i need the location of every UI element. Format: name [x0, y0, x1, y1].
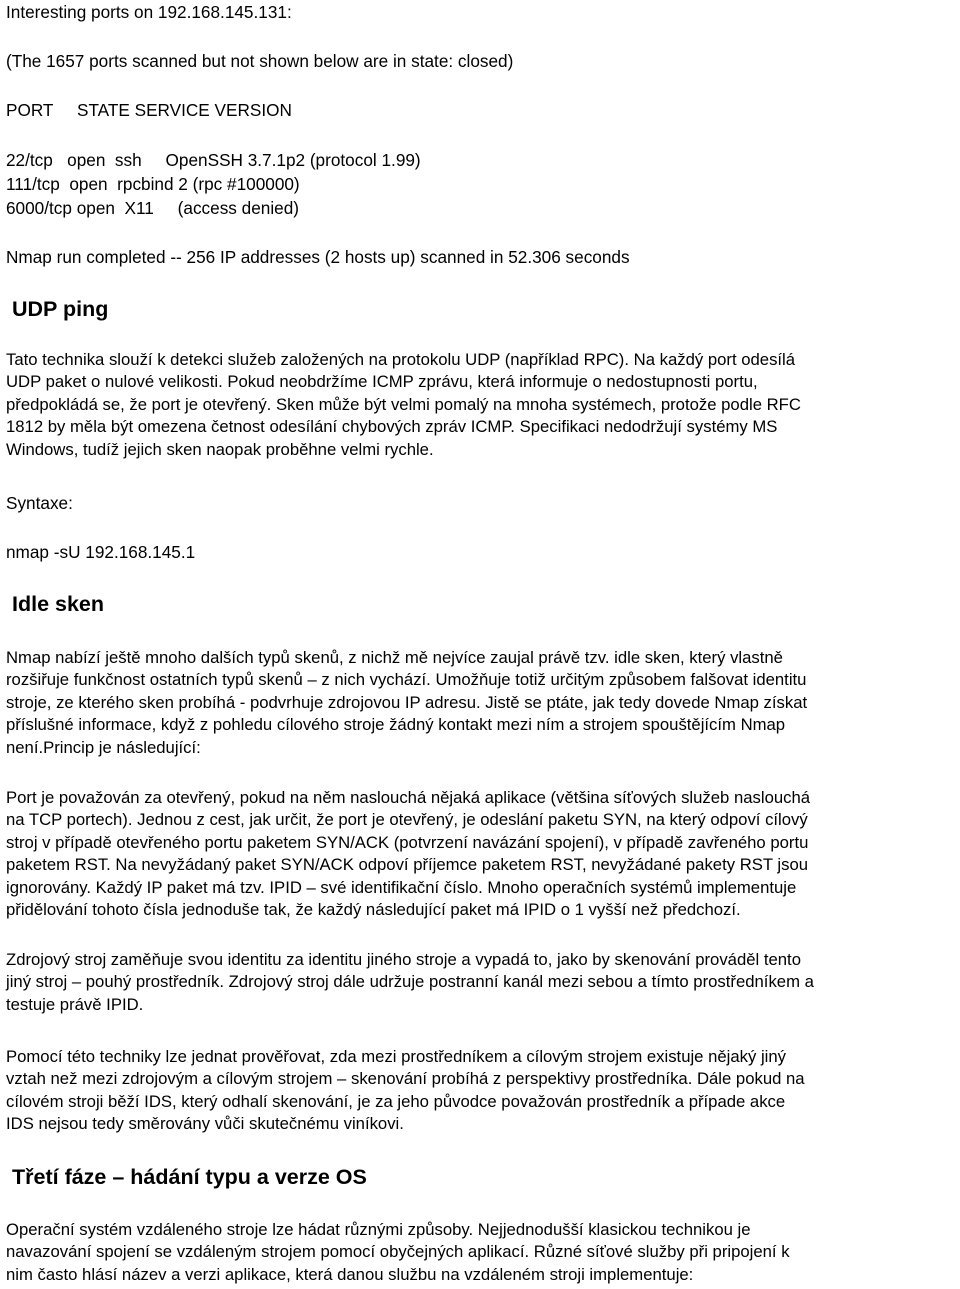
text-line: předpokládá se, že port je otevřený. Sken může být velmi pomalý na mnoha systémech, protože podle RFC: [6, 394, 801, 414]
section-heading-os-detection: Třetí fáze – hádání typu a verze OS: [12, 1165, 367, 1189]
section-heading-udp-ping: UDP ping: [12, 297, 109, 321]
nmap-completed-line: Nmap run completed -- 256 IP addresses (2 hosts up) scanned in 52.306 seconds: [6, 247, 630, 267]
text-line: testuje právě IPID.: [6, 994, 144, 1014]
text-line: paketem RST. Na nevyžádaný paket SYN/ACK odpoví příjemce paketem RST, nevyžádané pakety RST jsou: [6, 855, 809, 875]
nmap-not-shown-line: (The 1657 ports scanned but not shown below are in state: closed): [6, 51, 514, 71]
syntax-label: Syntaxe:: [6, 493, 73, 513]
text-line: Operační systém vzdáleného stroje lze hádat různými způsoby. Nejjednodušší klasickou technikou je: [6, 1220, 751, 1239]
nmap-port-row: 22/tcp open ssh OpenSSH 3.7.1p2 (protocol 1.99): [6, 150, 421, 170]
text-line: není.Princip je následující:: [6, 737, 201, 757]
text-line: stroje, ze kterého sken probíhá - podvrhuje zdrojovou IP adresu. Jistě se ptáte, jak tedy dovede Nmap získat: [6, 692, 808, 712]
text-line: přidělování tohoto čísla jednoduše tak, že každý následující paket má IPID o 1 vyšší než předchozí.: [6, 900, 741, 920]
text-line: ignorovány. Každý IP paket má tzv. IPID – své identifikační číslo. Mnoho operačních systémů implementuje: [6, 877, 797, 897]
idle-paragraph-intro: [6, 647, 956, 759]
section-heading-idle-scan: Idle sken: [12, 592, 105, 616]
text-line: navazování spojení se vzdáleným strojem pomocí obyčejných aplikací. Různé síťové služby při pripojení k: [6, 1242, 790, 1262]
nmap-table-header: PORT STATE SERVICE VERSION: [6, 100, 292, 120]
text-line: UDP paket o nulové velikosti. Pokud neobdržíme ICMP zprávu, která informuje o nedostupnosti portu,: [6, 372, 758, 392]
text-line: Pomocí této techniky lze jednat prověřovat, zda mezi prostředníkem a cílovým strojem existuje nějaký jiný: [6, 1047, 787, 1066]
text-line: stroj v případě otevřeného portu paketem SYN/ACK (potvrzení navázání spojení), v případě zavřeného portu: [6, 832, 809, 852]
idle-paragraph-technique: [6, 1046, 956, 1136]
text-line: cílovém stroji běží IDS, který odhalí skenování, je za jeho původce považován prostředník a případe akce: [6, 1091, 786, 1111]
nmap-udp-command: nmap -sU 192.168.145.1: [6, 542, 196, 562]
text-line: rozšiřuje funkčnost ostatních typů skenů – z nich vychází. Umožňuje totiž určitým způsobem falšovat identitu: [6, 670, 807, 690]
text-line: Zdrojový stroj zaměňuje svou identitu za identitu jiného stroje a vypadá to, jako by skenování prováděl tento: [6, 950, 801, 969]
text-line: nim často hlásí název a verzi aplikace, která danou službu na vzdáleném stroji implementuje:: [6, 1264, 694, 1284]
text-line: Tato technika slouží k detekci služeb založených na protokolu UDP (například RPC). Na každý port odesílá: [6, 350, 796, 369]
nmap-port-row: 6000/tcp open X11 (access denied): [6, 198, 300, 218]
idle-paragraph-principle: [6, 787, 956, 921]
text-line: 1812 by měla být omezena četnost odesílání chybových zpráv ICMP. Specifikaci nedodržují systémy MS: [6, 417, 778, 437]
text-line: příslušné informace, když z pohledu cílového stroje žádný kontakt mezi ním a strojem spouštějícím Nmap: [6, 715, 786, 735]
os-detection-paragraph: [6, 1219, 956, 1286]
text-line: vztah než mezi zdrojovým a cílovým strojem – skenování probíhá z perspektivy prostředníka. Dále pokud na: [6, 1069, 805, 1089]
text-line: Port je považován za otevřený, pokud na něm naslouchá nějaká aplikace (většina síťových služeb naslouchá: [6, 788, 811, 807]
text-line: Nmap nabízí ještě mnoho dalších typů skenů, z nichž mě nejvíce zaujal právě tzv. idle sken, který vlastně: [6, 648, 783, 667]
text-line: na TCP portech). Jednou z cest, jak určit, že port je otevřený, je odeslání paketu SYN, na který odpoví cílový: [6, 810, 808, 830]
nmap-port-row: 111/tcp open rpcbind 2 (rpc #100000): [6, 174, 300, 194]
text-line: Windows, tudíž jejich sken naopak proběhne velmi rychle.: [6, 439, 434, 459]
nmap-interesting-ports-line: Interesting ports on 192.168.145.131:: [6, 2, 292, 22]
text-line: IDS nejsou tedy směrovány vůči skutečnému viníkovi.: [6, 1114, 404, 1134]
idle-paragraph-source: [6, 949, 956, 1016]
text-line: jiný stroj – pouhý prostředník. Zdrojový stroj dále udržuje postranní kanál mezi sebou a tímto prostředníkem a: [6, 972, 814, 992]
udp-paragraph: [6, 349, 956, 461]
